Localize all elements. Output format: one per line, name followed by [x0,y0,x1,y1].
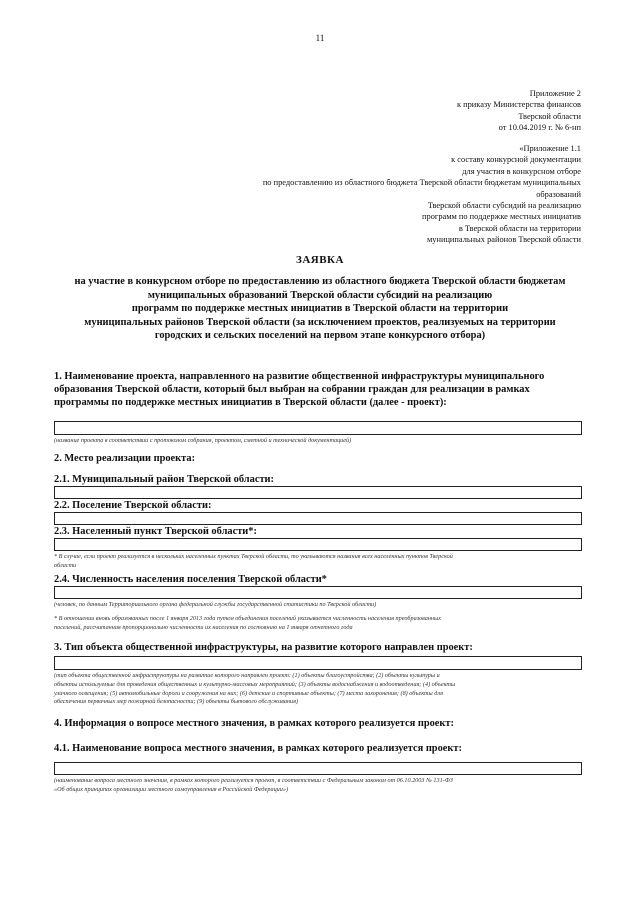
section-4-1-note-line: (наименование вопроса местного значения, в рамках которого реализуется проект, в соответствии с Федеральным законом от 06.10.2003 № 131-ФЗ [54,777,453,784]
subtitle-line: городских и сельских поселений на первом этапе конкурсного отбора) [154,330,486,342]
project-name-field[interactable] [54,421,582,435]
appendix-1-1-line: программ по поддержке местных инициатив [422,212,581,222]
subtitle-line: на участие в конкурсном отборе по предоставлению из областного бюджета Тверской области бюджетам [74,276,566,287]
settlement-field[interactable] [54,512,582,525]
page-number: 11 [315,33,325,43]
appendix-2-block [457,88,581,134]
section-4-1-note-line: «Об общих принципах организации местного самоуправления в Российской Федерации») [54,785,289,793]
section-3-note-line: объекты используемые для проведения общественных и культурно-массовых мероприятий; (3) объекты водоснабжения и водоотведения; (4) объекты [54,680,456,688]
section-3-note-line: уличного освещения; (5) автомобильные дороги и сооружения на них; (6) детские и спортивные объекты; (7) места захоронения; (8) объекты для [54,689,443,697]
document-subtitle [44,275,596,343]
section-2-3-note-line: области [54,561,77,569]
document-title: ЗАЯВКА [296,254,344,266]
appendix-2-line: Тверской области [518,111,581,121]
section-1-line: программы по поддержке местных инициатив в Тверской области (далее - проект): [54,397,447,409]
section-2-4-footnote [54,615,586,633]
section-4-1-heading: 4.1. Наименование вопроса местного значения, в рамках которого реализуется проект: [54,743,462,754]
appendix-1-1-line: в Тверской области на территории [458,223,581,233]
appendix-1-1-line: образований [536,189,581,199]
section-3-note-line: (тип объекта общественной инфраструктуры на развитие которого направлен проект: (1) объекты благоустройства; (2) объекты культуры и [54,672,440,679]
appendix-1-1-line: по предоставлению из областного бюджета Тверской области бюджетам муниципальных [262,178,581,188]
section-2-2-heading: 2.2. Поселение Тверской области: [54,500,212,511]
section-2-4-heading: 2.4. Численность населения поселения Тверской области* [54,574,327,585]
subtitle-line: муниципальных образований Тверской области субсидий на реализацию [147,289,493,301]
section-4-1-note [54,777,586,795]
appendix-1-1-line: «Приложение 1.1 [519,144,581,153]
section-2-1-heading: 2.1. Муниципальный район Тверской области: [54,474,274,485]
locality-field[interactable] [54,538,582,551]
section-2-heading: 2. Место реализации проекта: [54,453,196,464]
section-2-4-note [54,601,586,610]
section-3-note [54,672,586,707]
subtitle-line: программ по поддержке местных инициатив в Тверской области на территории [131,303,509,315]
appendix-1-1-line: муниципальных районов Тверской области [427,235,581,245]
appendix-1-1-block [263,143,581,246]
appendix-1-1-line: Тверской области субсидий на реализацию [427,201,581,211]
appendix-2-line: от 10.04.2019 г. № 6-нп [498,123,581,133]
object-type-field[interactable] [54,656,582,670]
appendix-1-1-line: для участия в конкурсном отборе [462,166,581,176]
section-2-3-note [54,553,586,571]
appendix-2-line: к приказу Министерства финансов [456,100,581,110]
section-1-line: 1. Наименование проекта, направленного на развитие общественной инфраструктуры муниципального [54,371,545,382]
section-2-4-footnote-line: поселений, рассчитанная пропорционально численности их населения по состоянию на 1 января отчетного года [54,623,353,631]
section-3-heading: 3. Тип объекта общественной инфраструктуры, на развитие которого направлен проект: [54,642,473,653]
section-1-note-text: (название проекта в соответствии с протоколом собрания, проектом, сметной и технической документацией) [54,437,352,444]
subtitle-line: муниципальных районов Тверской области (за исключением проектов, реализуемых на территории [84,316,556,328]
population-field[interactable] [54,586,582,599]
section-4-heading: 4. Информация о вопросе местного значения, в рамках которого реализуется проект: [54,718,454,729]
appendix-2-line: Приложение 2 [529,89,581,98]
section-1-note [54,437,586,446]
appendix-1-1-line: к составу конкурсной документации [451,155,581,165]
section-1-line: образования Тверской области, который был выбран на собрании граждан для реализации в рамках [54,384,530,396]
section-2-3-note-line: * В случае, если проект реализуется в нескольких населенных пунктах Тверской области, то указываются названия всех населенных пунктов Тверской [54,553,453,560]
section-3-note-line: обеспечения первичных мер пожарной безопасности; (9) объекты бытового обслуживания) [54,698,299,706]
local-issue-field[interactable] [54,762,582,775]
section-2-4-note-text: (человек, по данным Территориального органа федеральной службы государственной статистики по Тверской области) [54,601,377,608]
section-2-3-heading: 2.3. Населенный пункт Тверской области*: [54,526,257,537]
section-2-4-footnote-line: * В отношении вновь образованных после 1 января 2013 года путем объединения поселений указывается численность населения преобразованных [54,615,441,622]
municipal-district-field[interactable] [54,486,582,499]
section-1-heading [54,370,586,410]
